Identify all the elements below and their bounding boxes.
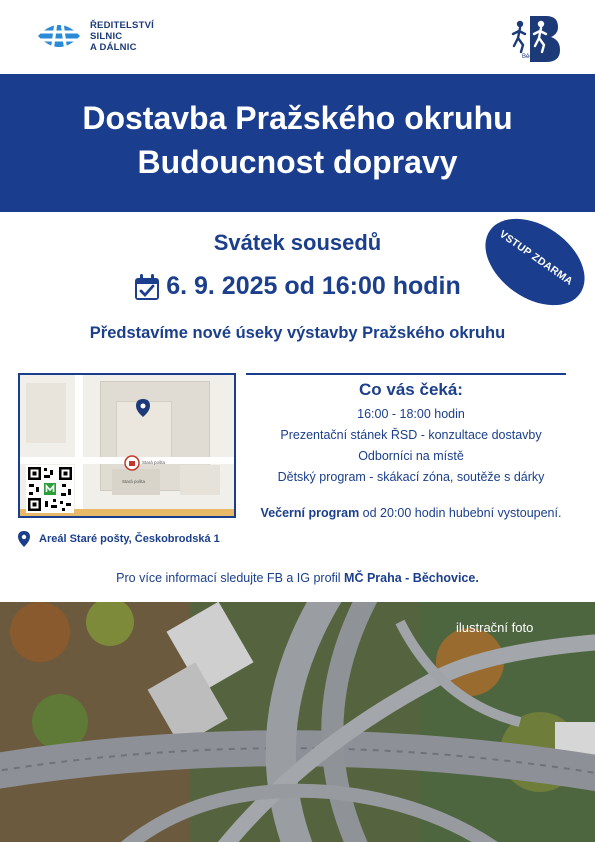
more-info-text: Pro více informací sledujte FB a IG profil <box>116 571 345 585</box>
banner-title-line1: Dostavba Pražského okruhu <box>82 100 513 136</box>
calendar-check-icon <box>134 273 160 301</box>
photo-caption: ilustrační foto <box>456 620 534 635</box>
map-pin-icon <box>136 399 150 417</box>
bechovice-caption: Běchovice <box>522 54 550 60</box>
event-name: Svátek sousedů <box>213 230 382 255</box>
location-map[interactable] <box>18 373 236 518</box>
program-divider <box>246 373 566 375</box>
evening-program <box>236 506 586 520</box>
map-building <box>26 383 66 443</box>
highway-photo <box>0 602 595 842</box>
map-poi-label: Stará pošta <box>142 460 166 465</box>
rsd-logo <box>34 11 174 61</box>
location-pin-icon <box>18 531 30 547</box>
evening-program-text: od 20:00 hodin hubební vystoupení. <box>359 506 562 520</box>
program-heading: Co vás čeká: <box>359 380 463 399</box>
banner-title-line2: Budoucnost dopravy <box>137 144 458 180</box>
program-item: Dětský program - skákací zóna, soutěže s dárky <box>277 470 545 484</box>
map-road <box>75 375 83 518</box>
more-info <box>0 571 595 585</box>
rsd-line3: A DÁLNIC <box>90 41 137 53</box>
rsd-line2: SILNIC <box>90 30 123 42</box>
map-building <box>180 465 220 495</box>
map-poi-label: Stará pošta <box>122 479 146 484</box>
free-entry-badge-text: VSTUP ZDARMA <box>496 228 575 288</box>
qr-code-icon[interactable] <box>26 465 74 513</box>
bechovice-logo <box>510 12 566 66</box>
program-item: Odborníci na místě <box>358 449 464 463</box>
program-section <box>246 380 576 488</box>
address-text: Areál Staré pošty, Českobrodská 1 <box>39 533 220 545</box>
more-info-profile[interactable]: MČ Praha - Běchovice. <box>344 571 479 585</box>
event-subtitle: Představíme nové úseky výstavby Pražského okruhu <box>89 324 506 342</box>
event-date: 6. 9. 2025 od 16:00 hodin <box>166 272 461 300</box>
program-item: Prezentační stánek ŘSD - konzultace dostavby <box>280 428 542 442</box>
program-item: 16:00 - 18:00 hodin <box>357 407 465 421</box>
rsd-line1: ŘEDITELSTVÍ <box>90 19 154 31</box>
rsd-logo-icon <box>34 12 84 60</box>
event-address <box>18 531 220 547</box>
title-banner <box>0 74 595 212</box>
poi-marker-icon <box>124 455 140 471</box>
evening-program-label: Večerní program <box>260 506 360 520</box>
highway-aerial-image <box>0 602 595 842</box>
